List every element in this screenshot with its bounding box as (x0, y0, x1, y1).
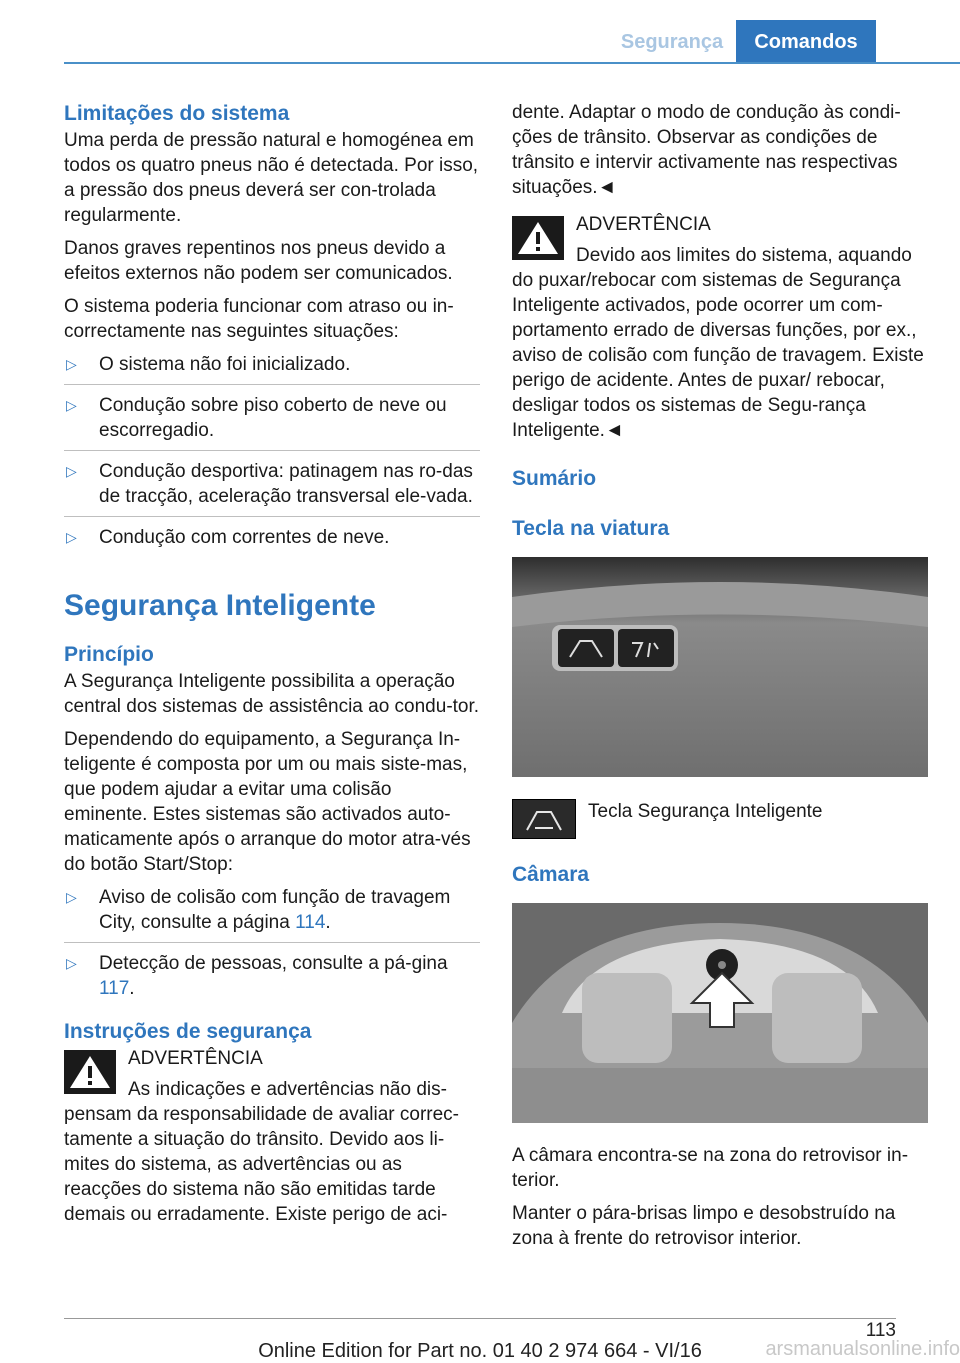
triangle-bullet-icon: ▷ (66, 397, 77, 413)
key-caption: Tecla Segurança Inteligente (588, 801, 823, 822)
list-item-text: O sistema não foi inicializado. (99, 354, 351, 375)
left-column (64, 100, 480, 1235)
list-item-text: Condução sobre piso coberto de neve ou escorregadio. (99, 395, 447, 441)
right-column (512, 100, 928, 1259)
triangle-bullet-icon: ▷ (66, 356, 77, 372)
warning-icon (64, 1050, 116, 1094)
warning-icon (512, 216, 564, 260)
punctuation: . (129, 978, 135, 999)
list-item (64, 352, 480, 385)
key-legend (512, 799, 928, 839)
triangle-bullet-icon: ▷ (66, 463, 77, 479)
paragraph: dente. Adaptar o modo de condução às condi-ções de trânsito. Observar as condições de trânsito e intervir activamente nas respectivas situações.◄ (512, 102, 901, 198)
tab-comandos[interactable]: Comandos (736, 20, 876, 62)
list-item-text: Aviso de colisão com função de travagem City, consulte a página (99, 887, 451, 933)
list-item-text: Condução com correntes de neve. (99, 527, 390, 548)
list-item-text: Detecção de pessoas, consulte a pá-gina (99, 953, 448, 974)
paragraph: Manter o pára-brisas limpo e desobstruído na zona à frente do retrovisor interior. (512, 1203, 896, 1249)
warning-block (64, 1046, 480, 1227)
edition-text: Online Edition for Part no. 01 40 2 974 664 - VI/16 (258, 1340, 702, 1362)
warning-block (512, 212, 928, 443)
systems-list (64, 885, 480, 1008)
list-item (64, 885, 480, 943)
principle-heading: Princípio (64, 643, 154, 666)
section-title: Segurança Inteligente (64, 589, 376, 622)
paragraph: Uma perda de pressão natural e homogénea em todos os quatro pneus não é detectada. Por isso, a pressão dos pneus deverá ser con-trolada regularmente. (64, 130, 479, 226)
paragraph: Dependendo do equipamento, a Segurança In-teligente é composta por um ou mais siste-mas, que podem ajudar a evitar uma colisão eminente. Estes sistemas são activados auto-maticamente após o arranque do motor atra-vés do botão Start/Stop: (64, 729, 471, 875)
list-item (64, 525, 480, 557)
key-heading: Tecla na viatura (512, 517, 670, 540)
page-link-117[interactable]: 117 (99, 978, 130, 999)
paragraph: A Segurança Inteligente possibilita a operação central dos sistemas de assistência ao condu-tor. (64, 671, 480, 717)
warning-label: ADVERTÊNCIA (576, 214, 711, 235)
limitations-heading: Limitações do sistema (64, 102, 290, 125)
page-link-114[interactable]: 114 (295, 912, 326, 933)
warning-label: ADVERTÊNCIA (128, 1048, 263, 1069)
page-number: 113 (865, 1320, 896, 1341)
triangle-bullet-icon: ▷ (66, 955, 77, 971)
list-item (64, 393, 480, 451)
key-photo (512, 557, 928, 777)
list-item-text: Condução desportiva: patinagem nas ro-das de tracção, aceleração transversal ele-vada. (99, 461, 473, 507)
tab-seguranca[interactable]: Segurança (620, 31, 724, 53)
list-item (64, 951, 480, 1008)
footer-divider (64, 1318, 896, 1319)
triangle-bullet-icon: ▷ (66, 529, 77, 545)
warning-text: Devido aos limites do sistema, aquando do puxar/rebocar com sistemas de Segurança Inteligente activados, pode ocorrer um com-portamento errado de diversas funções, por ex., aviso de colisão com função de travagem. Existe perigo de acidente. Antes de puxar/ rebocar, desligar todos os sistemas de Segu-rança Inteligente.◄ (512, 245, 924, 441)
list-item (64, 459, 480, 517)
camera-photo (512, 903, 928, 1123)
watermark: arsmanualsonline.info (765, 1338, 960, 1360)
paragraph: O sistema poderia funcionar com atraso ou in-correctamente nas seguintes situações: (64, 296, 454, 342)
summary-heading: Sumário (512, 467, 597, 490)
camera-heading: Câmara (512, 863, 590, 886)
triangle-bullet-icon: ▷ (66, 889, 77, 905)
limitations-list (64, 352, 480, 557)
punctuation: . (325, 912, 331, 933)
paragraph: Danos graves repentinos nos pneus devido a efeitos externos não podem ser comunicados. (64, 238, 453, 284)
paragraph: A câmara encontra-se na zona do retrovisor in-terior. (512, 1145, 909, 1191)
safety-heading: Instruções de segurança (64, 1020, 312, 1043)
warning-text: As indicações e advertências não dis-pensam da responsabilidade de avaliar correc-tamente a situação do trânsito. Devido aos li-mites do sistema, as advertências ou as reacções do sistema não são emitidas tarde demais ou erradamente. Existe perigo de aci- (64, 1079, 460, 1225)
intelligent-safety-key-icon (512, 799, 576, 839)
